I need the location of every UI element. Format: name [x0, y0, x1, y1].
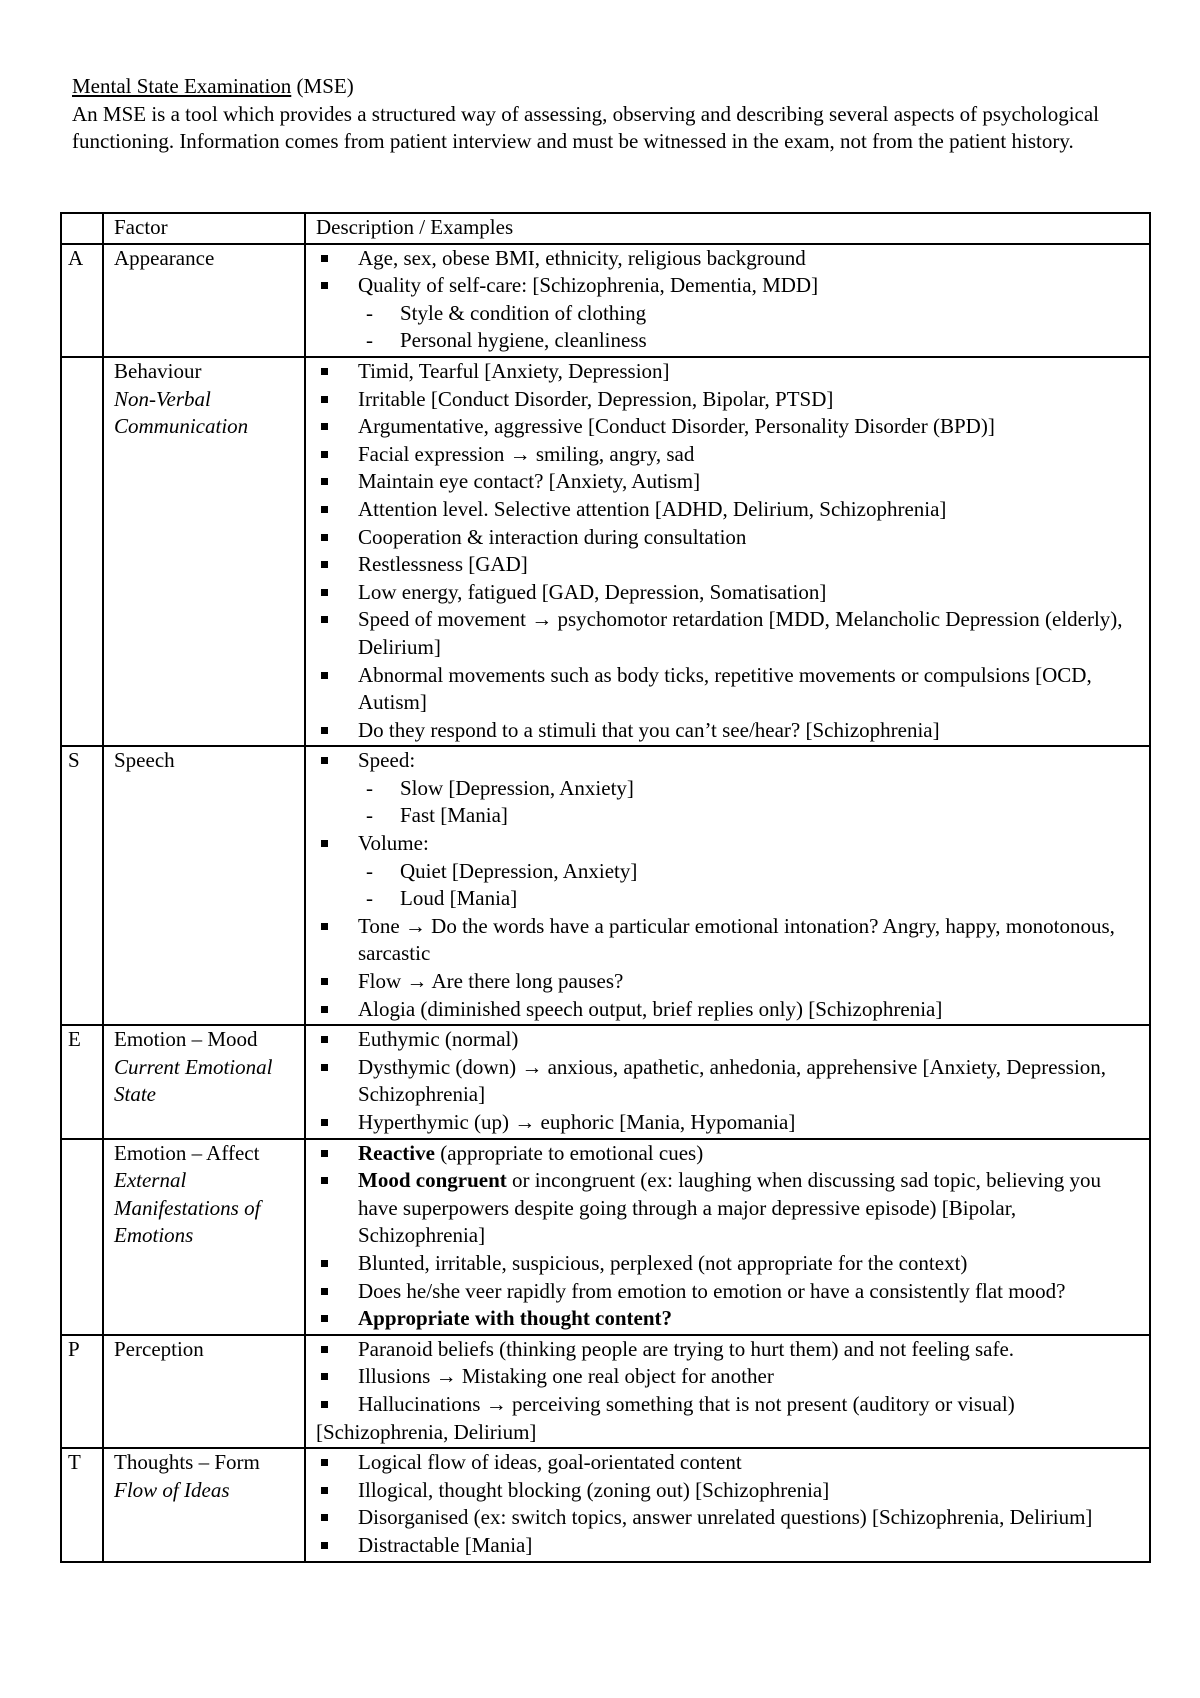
row-description	[305, 746, 1150, 1025]
title-suffix: (MSE)	[291, 74, 354, 98]
bullet-list	[316, 747, 1143, 1023]
square-bullet-icon	[321, 1150, 328, 1157]
item-text	[358, 748, 415, 772]
square-bullet-icon	[321, 396, 328, 403]
dash-bullet-icon: -	[366, 328, 373, 353]
item-text	[358, 552, 528, 576]
list-item	[316, 1336, 1143, 1364]
item-body-text: Cooperation & interaction during consultation	[358, 524, 747, 549]
item-body-text: Argumentative, aggressive [Conduct Disorder, Personality Disorder (BPD)]	[358, 414, 995, 439]
table-row	[61, 746, 1150, 1025]
sub-list	[358, 775, 1143, 830]
square-bullet-icon	[321, 1373, 328, 1380]
item-text	[358, 1392, 1015, 1416]
table-row	[61, 1448, 1150, 1561]
dash-bullet-icon: -	[366, 858, 373, 883]
list-item	[316, 1305, 1143, 1333]
item-text	[358, 525, 746, 549]
square-bullet-icon	[321, 672, 328, 679]
item-bold-text: Appropriate with thought content?	[358, 1306, 673, 1331]
row-description	[305, 1025, 1150, 1138]
item-text	[358, 831, 429, 855]
sub-item-text: Fast [Mania]	[400, 803, 508, 828]
factor-subtitle: Current Emotional State	[114, 1054, 273, 1107]
item-text	[358, 359, 670, 383]
square-bullet-icon	[321, 1542, 328, 1549]
sub-list	[358, 858, 1143, 913]
sub-item-text: Loud [Mania]	[400, 886, 518, 911]
list-item	[316, 1532, 1143, 1560]
item-body-text: Dysthymic (down) → anxious, apathetic, anhedonia, apprehensive [Anxiety, Depression, Schizophrenia]	[358, 1054, 1107, 1107]
factor-name: Speech	[114, 748, 175, 773]
item-body-text: Speed of movement → psychomotor retardation [MDD, Melancholic Depression (elderly), Delirium]	[358, 607, 1123, 659]
item-body-text: or incongruent (ex: laughing when discussing sad topic, believing you have superpowers despite going through a major depressive episode) [Bipolar, Schizophrenia]	[358, 1168, 1102, 1248]
square-bullet-icon	[321, 478, 328, 485]
item-body-text: Hallucinations → perceiving something that is not present (auditory or visual)	[358, 1391, 1015, 1416]
item-text	[358, 1141, 703, 1165]
header-factor: Factor	[103, 213, 305, 244]
item-body-text: Illusions → Mistaking one real object for another	[358, 1364, 774, 1389]
factor-name: Perception	[114, 1336, 204, 1361]
list-item	[316, 1026, 1143, 1054]
bullet-list	[316, 245, 1143, 355]
item-text	[358, 1337, 1014, 1361]
document-title	[72, 73, 1152, 101]
factor-subtitle: Non-Verbal Communication	[114, 386, 249, 439]
item-text	[358, 607, 1123, 659]
list-item	[316, 1477, 1143, 1505]
item-body-text: Alogia (diminished speech output, brief replies only) [Schizophrenia]	[358, 996, 943, 1021]
item-text	[358, 1533, 532, 1557]
item-body-text: Timid, Tearful [Anxiety, Depression]	[358, 358, 670, 383]
dash-bullet-icon: -	[366, 300, 373, 325]
square-bullet-icon	[321, 451, 328, 458]
square-bullet-icon	[321, 616, 328, 623]
item-text	[358, 1279, 1065, 1303]
row-letter: A	[61, 244, 103, 357]
square-bullet-icon	[321, 1315, 328, 1322]
item-text	[358, 1364, 774, 1388]
item-body-text: Facial expression → smiling, angry, sad	[358, 441, 695, 466]
item-bold-text: Mood congruent	[358, 1168, 507, 1193]
item-body-text: Illogical, thought blocking (zoning out) [Schizophrenia]	[358, 1477, 830, 1502]
header-letter	[61, 213, 103, 244]
list-item	[316, 1167, 1143, 1250]
item-text	[358, 1168, 1101, 1247]
square-bullet-icon	[321, 368, 328, 375]
item-text	[358, 387, 833, 411]
square-bullet-icon	[321, 282, 328, 289]
bullet-list	[316, 1336, 1143, 1419]
list-item	[316, 913, 1143, 968]
row-letter: S	[61, 746, 103, 1025]
square-bullet-icon	[321, 1177, 328, 1184]
list-item	[316, 1363, 1143, 1391]
table-row	[61, 1025, 1150, 1138]
bullet-list	[316, 358, 1143, 744]
list-item	[316, 413, 1143, 441]
item-body-text: Attention level. Selective attention [ADHD, Delirium, Schizophrenia]	[358, 496, 947, 521]
sub-list-item	[358, 885, 1143, 913]
item-text	[358, 246, 806, 270]
row-description	[305, 1335, 1150, 1448]
square-bullet-icon	[321, 727, 328, 734]
square-bullet-icon	[321, 1006, 328, 1013]
item-body-text: Flow → Are there long pauses?	[358, 969, 624, 994]
list-item	[316, 1250, 1143, 1278]
item-text	[358, 663, 1092, 715]
bullet-list	[316, 1449, 1143, 1559]
list-item	[316, 830, 1143, 913]
list-item	[316, 551, 1143, 579]
list-item	[316, 996, 1143, 1024]
item-text	[358, 273, 818, 297]
item-body-text: Paranoid beliefs (thinking people are trying to hurt them) and not feeling safe.	[358, 1336, 1015, 1361]
item-text	[358, 969, 623, 993]
square-bullet-icon	[321, 1064, 328, 1071]
list-item	[316, 524, 1143, 552]
factor-name: Emotion – Affect	[114, 1140, 260, 1165]
list-item	[316, 245, 1143, 273]
list-item	[316, 496, 1143, 524]
title-underlined: Mental State Examination	[72, 74, 292, 98]
row-description	[305, 244, 1150, 357]
row-letter	[61, 1139, 103, 1335]
list-item	[316, 386, 1143, 414]
table-row	[61, 244, 1150, 357]
row-factor	[103, 1335, 305, 1448]
item-body-text: Does he/she veer rapidly from emotion to emotion or have a consistently flat mood?	[358, 1278, 1066, 1303]
item-body-text: Blunted, irritable, suspicious, perplexed (not appropriate for the context)	[358, 1250, 968, 1275]
intro-paragraph: An MSE is a tool which provides a structured way of assessing, observing and describing several aspects of psychological functioning. Information comes from patient interview and must be witnessed in the exam, not from the patient history.	[72, 101, 1100, 154]
row-description	[305, 357, 1150, 746]
row-letter: P	[61, 1335, 103, 1448]
factor-subtitle: External Manifestations of Emotions	[114, 1168, 261, 1248]
intro-section	[72, 73, 1152, 156]
square-bullet-icon	[321, 923, 328, 930]
square-bullet-icon	[321, 1459, 328, 1466]
square-bullet-icon	[321, 978, 328, 985]
square-bullet-icon	[321, 840, 328, 847]
list-item	[316, 968, 1143, 996]
list-item	[316, 606, 1143, 661]
item-text	[358, 718, 940, 742]
square-bullet-icon	[321, 1401, 328, 1408]
dash-bullet-icon: -	[366, 886, 373, 911]
item-text	[358, 497, 946, 521]
list-item	[316, 1109, 1143, 1137]
item-body-text: Logical flow of ideas, goal-orientated content	[358, 1450, 742, 1475]
table-row	[61, 1139, 1150, 1335]
item-text	[358, 414, 995, 438]
mse-table	[60, 212, 1151, 1563]
item-text	[358, 1478, 829, 1502]
table-header-row	[61, 213, 1150, 244]
bullet-list	[316, 1026, 1143, 1136]
square-bullet-icon	[321, 1260, 328, 1267]
item-body-text: Tone → Do the words have a particular emotional intonation? Angry, happy, monotonous, sarcastic	[358, 913, 1115, 966]
item-body-text: Disorganised (ex: switch topics, answer unrelated questions) [Schizophrenia, Delirium]	[358, 1505, 1093, 1530]
item-body-text: Irritable [Conduct Disorder, Depression, Bipolar, PTSD]	[358, 386, 834, 411]
square-bullet-icon	[321, 589, 328, 596]
list-item	[316, 441, 1143, 469]
square-bullet-icon	[321, 255, 328, 262]
row-factor	[103, 746, 305, 1025]
row-description	[305, 1139, 1150, 1335]
list-item	[316, 1054, 1143, 1109]
item-text	[358, 1450, 742, 1474]
item-body-text: Speed:	[358, 748, 416, 773]
item-body-text: Low energy, fatigued [GAD, Depression, Somatisation]	[358, 579, 827, 604]
row-factor	[103, 357, 305, 746]
square-bullet-icon	[321, 423, 328, 430]
item-text	[358, 1505, 1092, 1529]
item-body-text: Maintain eye contact? [Anxiety, Autism]	[358, 469, 701, 494]
item-text	[358, 914, 1115, 966]
item-text	[358, 1110, 795, 1134]
list-item	[316, 662, 1143, 717]
sub-list-item	[358, 775, 1143, 803]
square-bullet-icon	[321, 1119, 328, 1126]
bullet-list	[316, 1140, 1143, 1333]
item-text	[358, 469, 700, 493]
sub-list-item	[358, 858, 1143, 886]
table-row	[61, 1335, 1150, 1448]
item-text	[358, 442, 694, 466]
row-factor	[103, 1139, 305, 1335]
item-body-text: (appropriate to emotional cues)	[434, 1140, 704, 1165]
item-text	[358, 1027, 518, 1051]
dash-bullet-icon: -	[366, 775, 373, 800]
square-bullet-icon	[321, 1346, 328, 1353]
row-letter: T	[61, 1448, 103, 1561]
item-text	[358, 1055, 1106, 1107]
square-bullet-icon	[321, 561, 328, 568]
sub-list	[358, 300, 1143, 355]
item-bold-text: Reactive	[358, 1140, 435, 1165]
header-description: Description / Examples	[305, 213, 1150, 244]
item-body-text: Hyperthymic (up) → euphoric [Mania, Hypomania]	[358, 1110, 796, 1134]
list-item	[316, 579, 1143, 607]
item-body-text: Age, sex, obese BMI, ethnicity, religious background	[358, 245, 806, 270]
sub-item-text: Quiet [Depression, Anxiety]	[400, 858, 638, 883]
factor-name: Appearance	[114, 245, 215, 270]
square-bullet-icon	[321, 534, 328, 541]
list-item	[316, 1449, 1143, 1477]
item-body-text: Volume:	[358, 831, 429, 856]
item-body-text: Euthymic (normal)	[358, 1027, 519, 1052]
list-item	[316, 272, 1143, 355]
square-bullet-icon	[321, 1514, 328, 1521]
square-bullet-icon	[321, 1036, 328, 1043]
row-factor	[103, 244, 305, 357]
item-text	[358, 997, 942, 1021]
row-factor	[103, 1448, 305, 1561]
factor-subtitle: Flow of Ideas	[114, 1477, 230, 1502]
factor-name: Behaviour	[114, 358, 202, 383]
sub-list-item	[358, 300, 1143, 328]
item-body-text: Restlessness [GAD]	[358, 552, 528, 577]
list-item	[316, 747, 1143, 830]
square-bullet-icon	[321, 1288, 328, 1295]
item-body-text: Abnormal movements such as body ticks, repetitive movements or compulsions [OCD, Autism]	[358, 662, 1092, 715]
square-bullet-icon	[321, 757, 328, 764]
item-text	[358, 1306, 672, 1330]
row-letter	[61, 357, 103, 746]
list-item	[316, 717, 1143, 745]
row-description	[305, 1448, 1150, 1561]
table-body	[61, 244, 1150, 1562]
item-body-text: Quality of self-care: [Schizophrenia, Dementia, MDD]	[358, 273, 819, 298]
sub-list-item	[358, 802, 1143, 830]
list-item	[316, 1391, 1143, 1419]
list-item	[316, 1278, 1143, 1306]
item-body-text: Distractable [Mania]	[358, 1532, 533, 1557]
list-item	[316, 468, 1143, 496]
sub-item-text: Slow [Depression, Anxiety]	[400, 775, 634, 800]
list-item	[316, 358, 1143, 386]
item-body-text: Do they respond to a stimuli that you can’t see/hear? [Schizophrenia]	[358, 717, 940, 742]
item-text	[358, 580, 826, 604]
factor-name: Emotion – Mood	[114, 1027, 258, 1052]
table-row	[61, 357, 1150, 746]
list-item	[316, 1504, 1143, 1532]
square-bullet-icon	[321, 506, 328, 513]
row-factor	[103, 1025, 305, 1138]
list-item	[316, 1140, 1143, 1168]
sub-item-text: Personal hygiene, cleanliness	[400, 328, 647, 353]
dash-bullet-icon: -	[366, 803, 373, 828]
trailing-text: [Schizophrenia, Delirium]	[316, 1419, 537, 1444]
item-text	[358, 1251, 967, 1275]
square-bullet-icon	[321, 1487, 328, 1494]
factor-name: Thoughts – Form	[114, 1450, 260, 1475]
sub-item-text: Style & condition of clothing	[400, 300, 647, 325]
row-letter: E	[61, 1025, 103, 1138]
sub-list-item	[358, 327, 1143, 355]
